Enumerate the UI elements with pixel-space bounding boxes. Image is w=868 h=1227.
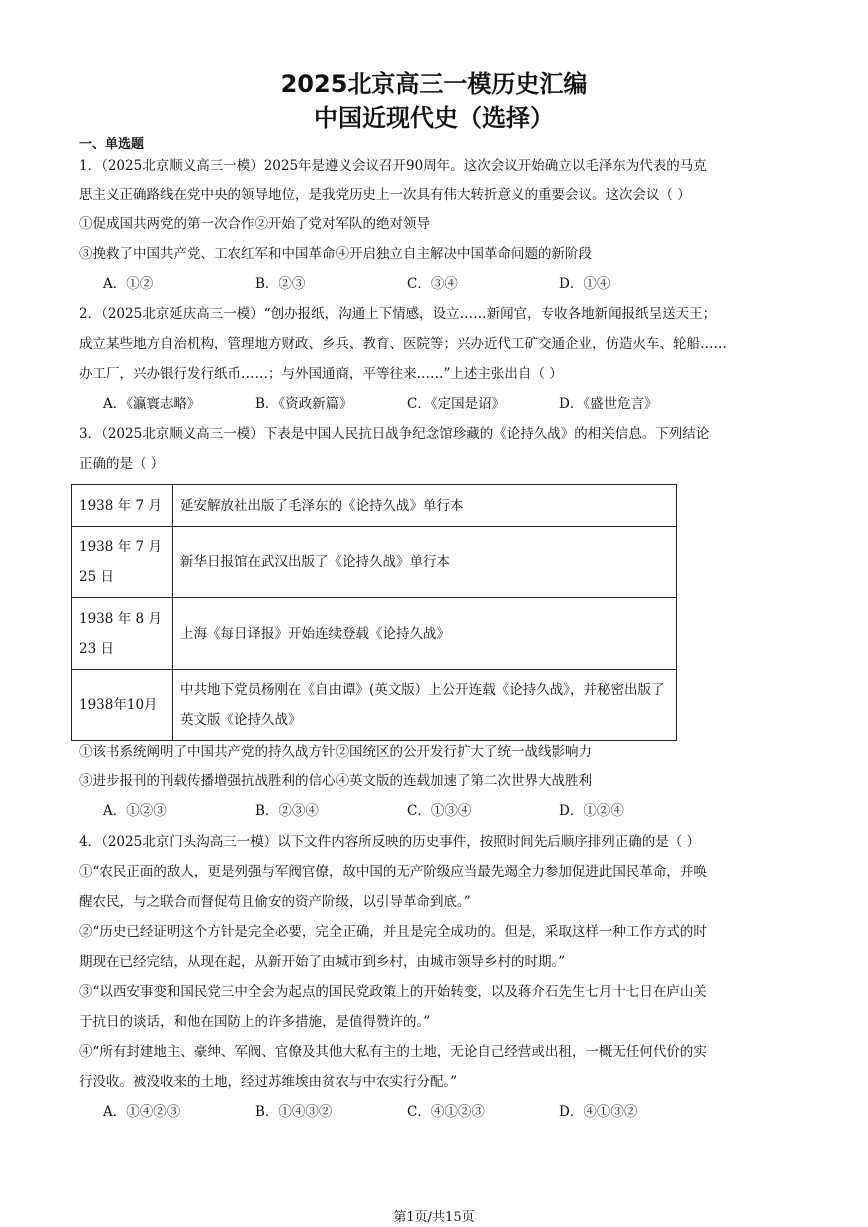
q4-options xyxy=(103,1102,711,1122)
table-cell-event: 中共地下党员杨刚在《自由谭》(英文版）上公开连载《论持久战》，并秘密出版了英文版《论持久战》 xyxy=(173,670,677,741)
q2-option-c: C．《定国是诏》 xyxy=(407,396,506,412)
q4-item4-line2: 行没收。被没收来的土地，经过苏维埃由贫农与中农实行分配。” xyxy=(79,1074,458,1090)
table-cell-event: 新华日报馆在武汉出版了《论持久战》单行本 xyxy=(173,527,677,598)
q2-options xyxy=(103,394,711,414)
table-cell-event: 延安解放社出版了毛泽东的《论持久战》单行本 xyxy=(173,485,677,527)
q2-option-d: D．《盛世危言》 xyxy=(559,396,658,412)
q2-option-a: A．《瀛寰志略》 xyxy=(103,396,201,412)
q1-item-line1: ①促成国共两党的第一次合作②开始了党对军队的绝对领导 xyxy=(79,216,430,232)
q1-stem-line2: 思主义正确路线在党中央的领导地位，是我党历史上一次具有伟大转折意义的重要会议。这次会议（ ） xyxy=(79,187,691,203)
q2-stem-line1: 2．（2025北京延庆高三一模）“创办报纸，沟通上下情感，设立……新闻官，专收各地新闻报纸呈送天王； xyxy=(79,306,717,322)
q1-option-c: C．③④ xyxy=(407,276,458,292)
q4-option-a: A．①④②③ xyxy=(103,1104,181,1120)
q4-item3-line2: 于抗日的谈话，和他在国防上的许多措施，是值得赞许的。” xyxy=(79,1014,431,1030)
table-row xyxy=(72,527,677,598)
q3-option-c: C．①③④ xyxy=(407,803,472,819)
q4-option-c: C．④①②③ xyxy=(407,1104,485,1120)
q3-option-a: A．①②③ xyxy=(103,803,167,819)
q3-stem-line1: 3．（2025北京顺义高三一模）下表是中国人民抗日战争纪念馆珍藏的《论持久战》的相关信息。下列结论 xyxy=(79,426,710,442)
table-cell-date: 1938 年 7 月 25 日 xyxy=(72,527,173,598)
q2-option-b: B．《资政新篇》 xyxy=(255,396,353,412)
table-cell-date: 1938 年 7 月 xyxy=(72,485,173,527)
q4-item2-line1: ②“历史已经证明这个方针是完全必要，完全正确，并且是完全成功的。但是，采取这样一种工作方式的时 xyxy=(79,924,707,940)
q3-item-line1: ①该书系统阐明了中国共产党的持久战方针②国统区的公开发行扩大了统一战线影响力 xyxy=(79,744,592,760)
page-footer: 第1页/共15页 xyxy=(393,1210,475,1225)
section-heading: 一、单选题 xyxy=(79,137,145,152)
q3-stem-line2: 正确的是（ ） xyxy=(79,456,165,472)
q4-item2-line2: 期现在已经完结，从现在起，从新开始了由城市到乡村，由城市领导乡村的时期。” xyxy=(79,954,566,970)
q4-item3-line1: ③“以西安事变和国民党三中全会为起点的国民党政策上的开始转变，以及蒋介石先生七月十七日在庐山关 xyxy=(79,984,707,1000)
page-subtitle: 中国近现代史（选择） xyxy=(314,104,554,132)
q1-item-line2: ③挽救了中国共产党、工农红军和中国革命④开启独立自主解决中国革命问题的新阶段 xyxy=(79,246,592,262)
q3-option-d: D．①②④ xyxy=(559,803,624,819)
q4-item1-line1: ①“农民正面的敌人，更是列强与军阀官僚，故中国的无产阶级应当最先竭全力参加促进此国民革命，并唤 xyxy=(79,864,707,880)
q1-option-a: A．①② xyxy=(103,276,154,292)
table-cell-date: 1938年10月 xyxy=(72,670,173,741)
q3-option-b: B．②③④ xyxy=(255,803,319,819)
q2-stem-line3: 办工厂，兴办银行发行纸币……；与外国通商，平等往来……”上述主张出自（ ） xyxy=(79,366,563,382)
q1-stem-line1: 1．（2025北京顺义高三一模）2025年是遵义会议召开90周年。这次会议开始确立以毛泽东为代表的马克 xyxy=(79,158,707,174)
q1-options xyxy=(103,274,711,294)
q3-item-line2: ③进步报刊的刊载传播增强抗战胜利的信心④英文版的连载加速了第二次世界大战胜利 xyxy=(79,773,592,789)
q3-options xyxy=(103,801,711,821)
q1-option-b: B．②③ xyxy=(255,276,306,292)
table-row xyxy=(72,598,677,670)
q3-table xyxy=(71,484,677,741)
table-row xyxy=(72,670,677,741)
q4-item4-line1: ④“所有封建地主、豪绅、军阀、官僚及其他大私有主的土地，无论自己经营或出租，一概无任何代价的实 xyxy=(79,1044,707,1060)
q2-stem-line2: 成立某些地方自治机构，管理地方财政、乡兵、教育、医院等；兴办近代工矿交通企业，仿造火车、轮船…… xyxy=(79,336,727,352)
table-cell-event: 上海《每日译报》开始连续登载《论持久战》 xyxy=(173,598,677,670)
q4-option-b: B．①④③② xyxy=(255,1104,333,1120)
table-cell-date: 1938 年 8 月 23 日 xyxy=(72,598,173,670)
q4-stem-line1: 4．（2025北京门头沟高三一模）以下文件内容所反映的历史事件，按照时间先后顺序排列正确的是（ ） xyxy=(79,834,700,850)
q4-item1-line2: 醒农民，与之联合而督促苟且偷安的资产阶级，以引导革命到底。” xyxy=(79,894,471,910)
q1-option-d: D．①④ xyxy=(559,276,611,292)
page-title: 2025北京高三一模历史汇编 xyxy=(280,70,588,98)
q4-option-d: D．④①③② xyxy=(559,1104,638,1120)
table-row xyxy=(72,485,677,527)
